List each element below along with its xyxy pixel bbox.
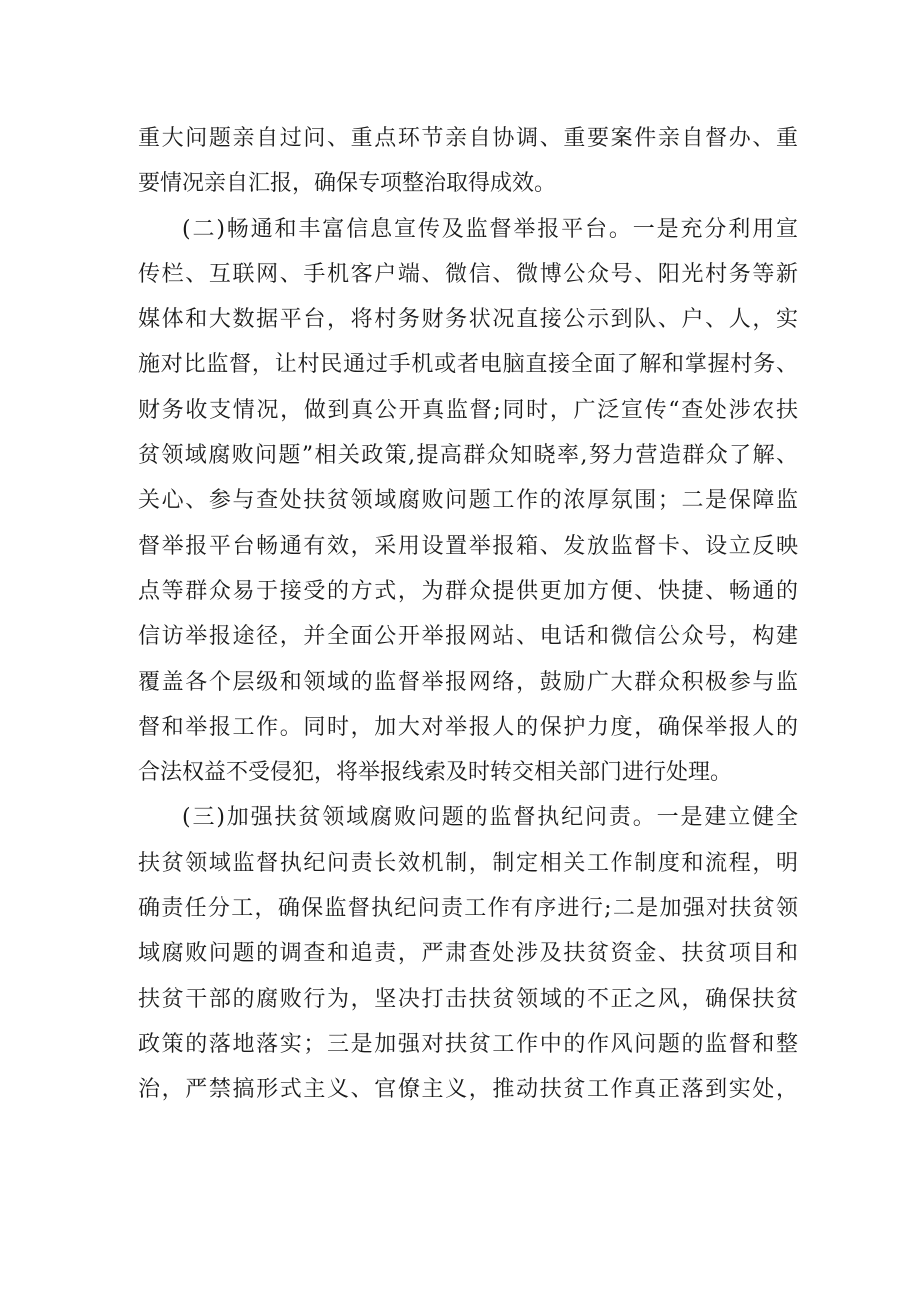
text-line: 确责任分工，确保监督执纪问责工作有序进行;二是加强对扶贫领 xyxy=(138,896,798,922)
text-line: 财务收支情况，做到真公开真监督;同时，广泛宣传“查处涉农扶 xyxy=(138,397,798,423)
paragraph-heading-line: (二)畅通和丰富信息宣传及监督举报平台。一是充分利用宣 xyxy=(182,216,798,242)
paragraph-heading-line: (三)加强扶贫领域腐败问题的监督执纪问责。一是建立健全 xyxy=(182,805,798,831)
text-line: 施对比监督，让村民通过手机或者电脑直接全面了解和掌握村务、 xyxy=(138,352,798,378)
text-line: 贫领域腐败问题”相关政策,提高群众知晓率,努力营造群众了解、 xyxy=(138,443,798,469)
text-line: 合法权益不受侵犯，将举报线索及时转交相关部门进行处理。 xyxy=(138,760,733,786)
text-line: 督举报平台畅通有效，采用设置举报箱、发放监督卡、设立反映 xyxy=(138,533,798,559)
body-text xyxy=(138,116,798,1113)
text-line: 媒体和大数据平台，将村务财务状况直接公示到队、户、人，实 xyxy=(138,307,798,333)
text-line: 政策的落地落实；三是加强对扶贫工作中的作风问题的监督和整 xyxy=(138,1031,798,1057)
text-line: 关心、参与查处扶贫领域腐败问题工作的浓厚氛围；二是保障监 xyxy=(138,488,798,514)
text-line: 点等群众易于接受的方式，为群众提供更加方便、快捷、畅通的 xyxy=(138,578,798,604)
text-line: 治，严禁搞形式主义、官僚主义，推动扶贫工作真正落到实处， xyxy=(138,1077,798,1103)
text-line: 传栏、互联网、手机客户端、微信、微博公众号、阳光村务等新 xyxy=(138,261,798,287)
text-line: 域腐败问题的调查和追责，严肃查处涉及扶贫资金、扶贫项目和 xyxy=(138,941,798,967)
text-line: 扶贫干部的腐败行为，坚决打击扶贫领域的不正之风，确保扶贫 xyxy=(138,986,798,1012)
text-line: 信访举报途径，并全面公开举报网站、电话和微信公众号，构建 xyxy=(138,624,798,650)
text-line: 重大问题亲自过问、重点环节亲自协调、重要案件亲自督办、重 xyxy=(138,126,798,151)
text-line: 覆盖各个层级和领域的监督举报网络，鼓励广大群众积极参与监 xyxy=(138,669,798,695)
text-line: 要情况亲自汇报，确保专项整治取得成效。 xyxy=(138,171,557,197)
text-line: 督和举报工作。同时，加大对举报人的保护力度，确保举报人的 xyxy=(138,714,798,740)
text-line: 扶贫领域监督执纪问责长效机制，制定相关工作制度和流程，明 xyxy=(138,850,798,876)
